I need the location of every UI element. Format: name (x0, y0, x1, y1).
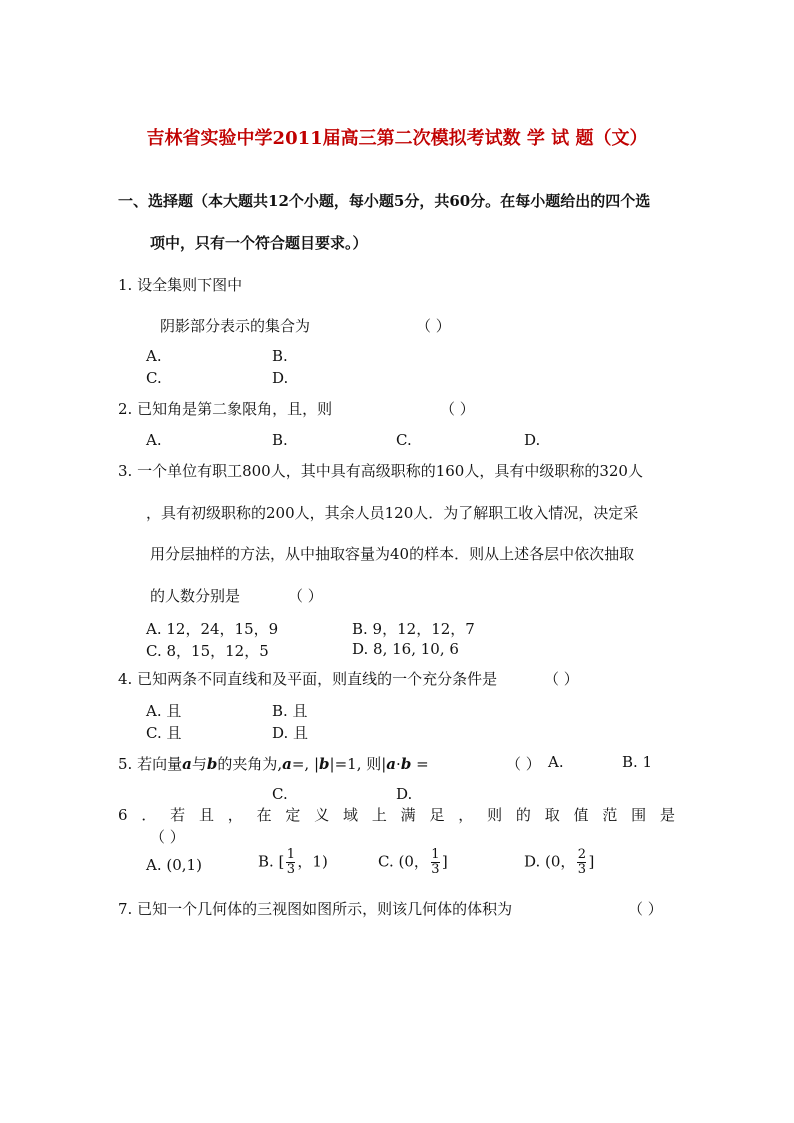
q5-vector-b-3: b (400, 755, 412, 773)
fraction-denominator: 3 (431, 862, 440, 877)
q1-option-a: A. (146, 347, 162, 365)
q5-option-a: A. (548, 753, 564, 771)
q4-option-d: D. 且 (272, 724, 309, 742)
q1-stem: 1. 设全集则下图中 (118, 276, 243, 294)
q5-option-b: B. 1 (622, 753, 653, 771)
q6-answer-bracket: （ ） (150, 828, 185, 846)
q4-option-c: C. 且 (146, 724, 182, 742)
q6-option-a: A. (0,1) (146, 856, 202, 874)
fraction-numerator: 2 (577, 847, 587, 862)
q5-vector-b-2: b (319, 755, 330, 773)
q2-option-b: B. (272, 431, 288, 449)
q6-option-d-prefix: D. (0， (524, 852, 576, 871)
q5-vector-b: b (206, 755, 218, 773)
q4-option-a: A. 且 (146, 702, 182, 720)
q5-vector-a: a (182, 755, 192, 773)
q4-answer-bracket: （ ） (544, 670, 579, 688)
q5-eq1: =, | (291, 755, 320, 773)
q6-option-d-suffix: ] (588, 852, 595, 871)
q3-option-b: B. 9，12，12，7 (352, 620, 475, 638)
q5-vector-a-3: a (386, 755, 397, 773)
q5-option-c: C. (272, 785, 288, 803)
q6-option-b (258, 848, 328, 877)
q3-option-a: A. 12，24，15，9 (146, 620, 279, 638)
q6-option-c-fraction (431, 848, 440, 877)
q3-line4: 的人数分别是 (150, 587, 241, 605)
q6-option-c-suffix: ] (441, 852, 448, 871)
q6-option-b-prefix: B. [ (258, 852, 285, 871)
q2-option-d: D. (524, 431, 541, 449)
q2-answer-bracket: （ ） (440, 400, 475, 418)
q1-stem-continued: 阴影部分表示的集合为 (160, 317, 311, 335)
section-heading-line1: 一、选择题（本大题共12个小题，每小题5分，共60分。在每小题给出的四个选 (118, 192, 651, 210)
q5-angle-text: 的夹角为, (217, 755, 283, 773)
q5-option-d: D. (396, 785, 413, 803)
q6-option-d (524, 848, 594, 877)
q1-option-b: B. (272, 347, 288, 365)
q6-option-d-fraction (577, 848, 586, 877)
exam-title: 吉林省实验中学2011届高三第二次模拟考试数 学 试 题（文） (146, 128, 648, 149)
fraction-denominator: 3 (286, 862, 296, 877)
fraction-numerator: 1 (286, 847, 296, 862)
q5-eq2: |=1, 则| (329, 755, 387, 773)
q3-line2: ，具有初级职称的200人，其余人员120人．为了解职工收入情况，决定采 (146, 504, 639, 522)
q3-line3: 用分层抽样的方法，从中抽取容量为40的样本．则从上述各层中依次抽取 (150, 545, 635, 563)
q2-option-c: C. (396, 431, 412, 449)
q7-stem: 7. 已知一个几何体的三视图如图所示，则该几何体的体积为 (118, 900, 513, 918)
q5-with: 与 (191, 755, 207, 773)
q2-option-a: A. (146, 431, 162, 449)
q1-option-d: D. (272, 369, 289, 387)
q6-option-c-prefix: C. (0， (378, 852, 429, 871)
q6-stem: 6．若且，在定义域上满足，则的取值范围是 (118, 806, 678, 824)
q6-option-b-fraction (286, 848, 295, 877)
fraction-numerator: 1 (431, 847, 440, 862)
q6-option-b-suffix: ，1) (297, 852, 328, 871)
q4-stem: 4. 已知两条不同直线和及平面，则直线的一个充分条件是 (118, 670, 498, 688)
q1-option-c: C. (146, 369, 162, 387)
fraction-denominator: 3 (577, 862, 587, 877)
q5-answer-bracket: （ ） (506, 755, 541, 773)
q5-stem-prefix: 5. 若向量 (118, 755, 183, 773)
q4-option-b: B. 且 (272, 702, 308, 720)
q3-answer-bracket: （ ） (288, 587, 323, 605)
q5-dot: · (396, 755, 401, 773)
q5-eq3: = (411, 755, 429, 773)
q3-line1: 3. 一个单位有职工800人，其中具有高级职称的160人，具有中级职称的320人 (118, 462, 643, 480)
q1-answer-bracket: （ ） (416, 317, 451, 335)
q7-answer-bracket: （ ） (628, 900, 663, 918)
q3-option-d: D. 8, 16, 10, 6 (352, 640, 459, 658)
q6-option-c (378, 848, 448, 877)
q5-stem (118, 753, 429, 774)
q5-vector-a-2: a (282, 755, 292, 773)
q2-stem: 2. 已知角是第二象限角，且，则 (118, 400, 333, 418)
q3-option-c: C. 8，15，12，5 (146, 642, 269, 660)
section-heading-line2: 项中，只有一个符合题目要求。） (150, 234, 368, 252)
